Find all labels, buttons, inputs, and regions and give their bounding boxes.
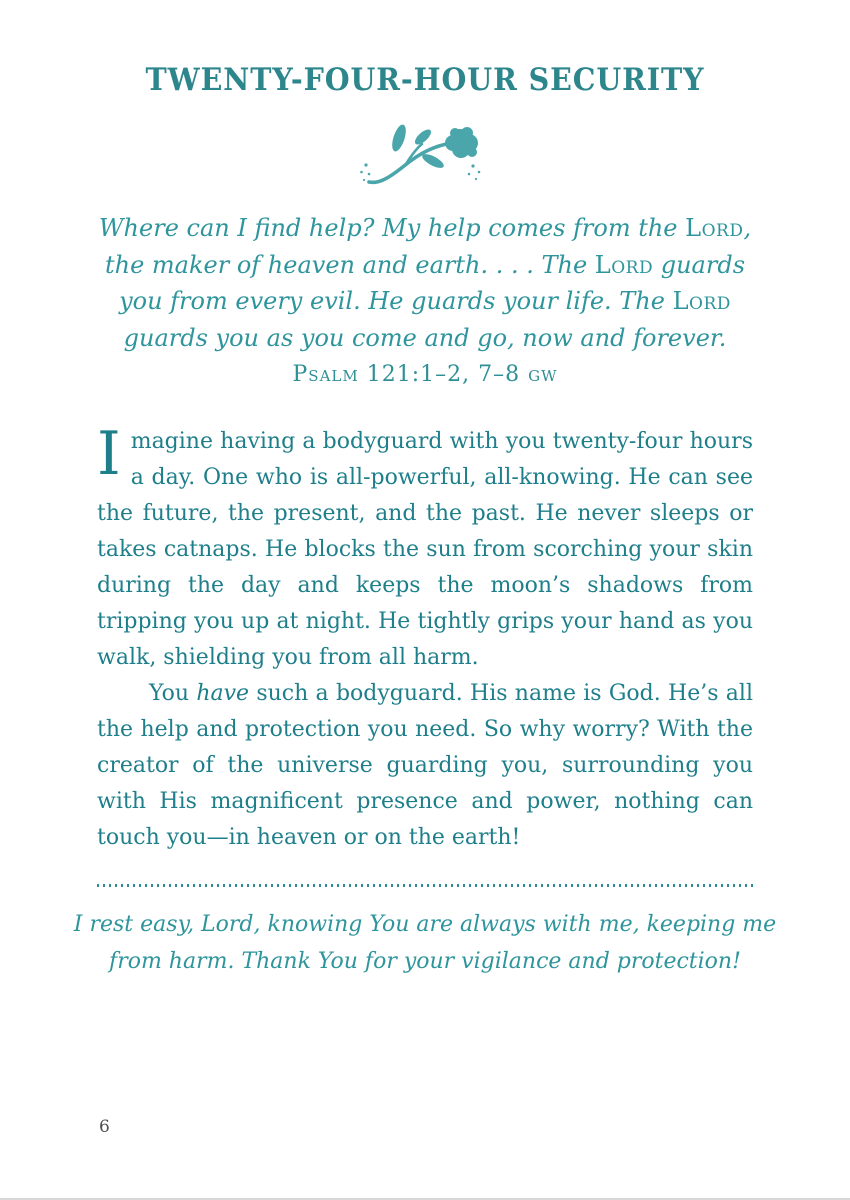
dotted-divider	[97, 884, 753, 887]
rose-sprig-ornament	[0, 116, 850, 192]
drop-cap: I	[97, 419, 121, 489]
text-segment: Lord	[685, 214, 744, 242]
prayer-line: I rest easy, Lord, knowing You are always with me, keeping me	[73, 912, 777, 937]
text-segment: such a bodyguard. His name is God. He’s all the help and protection you need. So why worry? With the creator of the universe guarding you, surrounding you with His magnificent presence and power, nothing can touch you—in heaven or on the earth!	[97, 681, 753, 850]
page-number: 6	[99, 1117, 110, 1137]
paragraph-1-text: magine having a bodyguard with you twenty-four hours a day. One who is all-powerful, all-knowing. He can see the future, the present, and the past. He never sleeps or takes catnaps. He blocks the sun from scorching your skin during the day and keeps the moon’s shadows from tripping you up at night. He tightly grips your hand as you walk, shielding you from all harm.	[97, 429, 753, 670]
text-segment: ,	[743, 214, 752, 242]
rose-sprig-icon	[359, 116, 491, 188]
body-paragraph-1	[97, 419, 753, 676]
body-paragraph-2	[97, 676, 753, 856]
scripture-line	[0, 247, 850, 284]
scripture-lines	[0, 210, 850, 356]
scripture-line	[0, 320, 850, 357]
text-segment: Where can I find help? My help comes from the	[98, 214, 686, 242]
prayer-line: from harm. Thank You for your vigilance and protection!	[109, 949, 741, 974]
devotional-body	[97, 419, 753, 856]
scripture-line	[0, 283, 850, 320]
text-segment: Lord	[594, 250, 654, 279]
scripture-quote	[0, 210, 850, 394]
text-segment: Lord	[672, 287, 731, 315]
text-segment: the maker of heaven and earth. . . . The	[104, 250, 595, 279]
scripture-line	[0, 210, 850, 247]
scripture-reference: Psalm 121:1–2, 7–8 gw	[292, 362, 558, 387]
text-segment: guards	[653, 250, 746, 279]
text-segment: You	[149, 681, 197, 706]
text-segment: guards you as you come and go, now and forever.	[123, 323, 727, 352]
text-segment: you from every evil. He guards your life. The	[119, 287, 673, 315]
text-segment: have	[196, 681, 250, 706]
chapter-title: TWENTY-FOUR-HOUR SECURITY	[145, 62, 705, 98]
closing-prayer	[0, 906, 850, 980]
